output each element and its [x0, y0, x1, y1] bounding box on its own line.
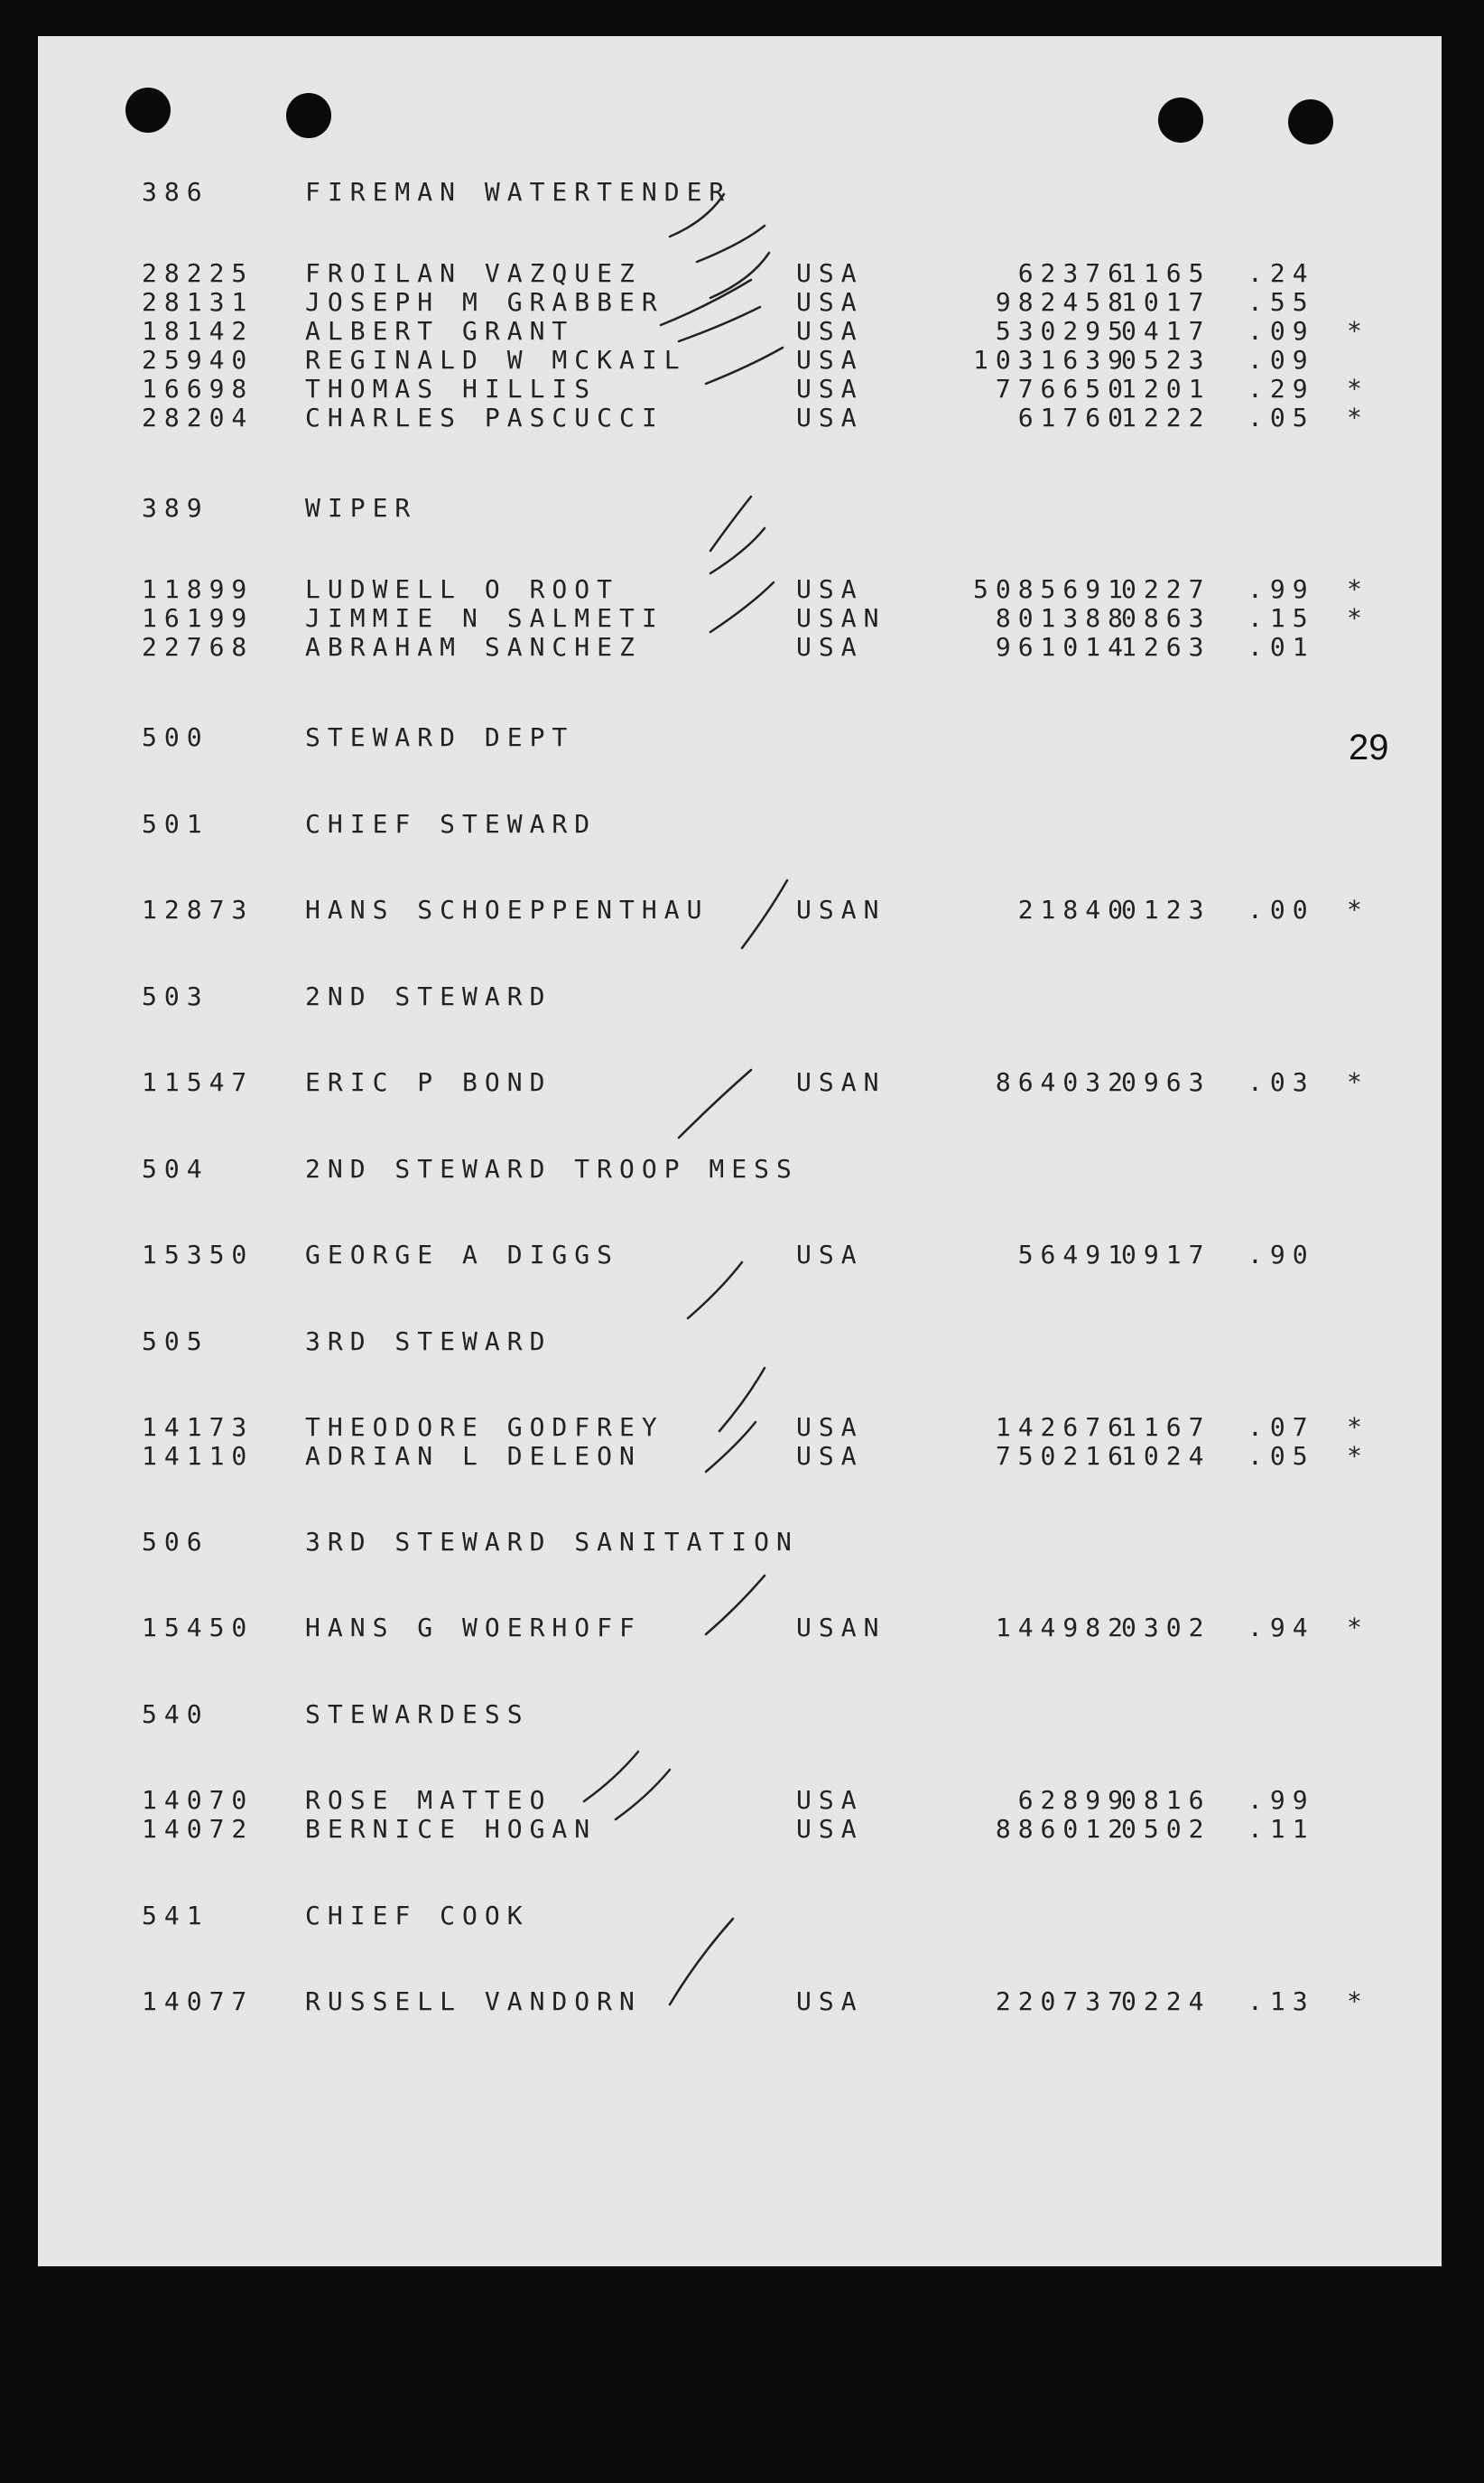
crew-name: JOSEPH M GRABBER	[305, 287, 664, 317]
crew-name: ERIC P BOND	[305, 1067, 552, 1097]
crew-name: ADRIAN L DELEON	[305, 1441, 642, 1471]
section-title: WIPER	[305, 493, 418, 523]
section-title: CHIEF COOK	[305, 1901, 530, 1930]
document-number: 220737	[995, 1986, 1130, 2016]
document-number: 864032	[995, 1067, 1130, 1097]
crew-id: 14173	[142, 1412, 255, 1442]
document-number: 801388	[995, 603, 1130, 633]
code-value: 1263	[1121, 632, 1211, 662]
code-value: 0123	[1121, 895, 1211, 925]
section-code: 500	[142, 722, 209, 752]
page-number: 29	[1349, 728, 1389, 767]
decimal-value: .09	[1247, 345, 1315, 375]
crew-id: 28131	[142, 287, 255, 317]
code-value: 0863	[1121, 603, 1211, 633]
section-code: 389	[142, 493, 209, 523]
citizenship: USA	[796, 574, 864, 604]
section-code: 506	[142, 1527, 209, 1557]
decimal-value: .05	[1247, 1441, 1315, 1471]
code-value: 0523	[1121, 345, 1211, 375]
crew-name: HANS G WOERHOFF	[305, 1613, 642, 1642]
crew-name: LUDWELL O ROOT	[305, 574, 620, 604]
asterisk-mark: *	[1347, 895, 1369, 925]
citizenship: USA	[796, 1441, 864, 1471]
crew-name: FROILAN VAZQUEZ	[305, 258, 642, 288]
decimal-value: .24	[1247, 258, 1315, 288]
citizenship: USA	[796, 1412, 864, 1442]
document-number: 750216	[995, 1441, 1130, 1471]
asterisk-mark: *	[1347, 574, 1369, 604]
section-title: 3RD STEWARD	[305, 1326, 552, 1356]
crew-name: THEODORE GODFREY	[305, 1412, 664, 1442]
citizenship: USAN	[796, 1613, 886, 1642]
asterisk-mark: *	[1347, 374, 1369, 404]
section-title: 3RD STEWARD SANITATION	[305, 1527, 799, 1557]
crew-id: 28225	[142, 258, 255, 288]
document-number: 142676	[995, 1412, 1130, 1442]
section-title: CHIEF STEWARD	[305, 809, 598, 839]
code-value: 1017	[1121, 287, 1211, 317]
decimal-value: .09	[1247, 316, 1315, 346]
citizenship: USA	[796, 1986, 864, 2016]
crew-name: ABRAHAM SANCHEZ	[305, 632, 642, 662]
document-number: 62899	[1017, 1785, 1130, 1815]
section-title: STEWARD DEPT	[305, 722, 575, 752]
crew-name: THOMAS HILLIS	[305, 374, 598, 404]
code-value: 0224	[1121, 1986, 1211, 2016]
crew-id: 25940	[142, 345, 255, 375]
citizenship: USA	[796, 632, 864, 662]
crew-id: 16698	[142, 374, 255, 404]
decimal-value: .99	[1247, 1785, 1315, 1815]
section-title: FIREMAN WATERTENDER	[305, 177, 732, 207]
asterisk-mark: *	[1347, 1613, 1369, 1642]
code-value: 0227	[1121, 574, 1211, 604]
crew-id: 28204	[142, 403, 255, 432]
citizenship: USAN	[796, 895, 886, 925]
section-title: 2ND STEWARD	[305, 981, 552, 1011]
document-number: 21840	[1017, 895, 1130, 925]
crew-id: 15450	[142, 1613, 255, 1642]
decimal-value: .11	[1247, 1814, 1315, 1844]
citizenship: USA	[796, 1785, 864, 1815]
citizenship: USAN	[796, 1067, 886, 1097]
section-code: 540	[142, 1699, 209, 1729]
code-value: 1024	[1121, 1441, 1211, 1471]
document-number: 530295	[995, 316, 1130, 346]
citizenship: USAN	[796, 603, 886, 633]
code-value: 0302	[1121, 1613, 1211, 1642]
crew-id: 14072	[142, 1814, 255, 1844]
section-code: 541	[142, 1901, 209, 1930]
document-number: 61760	[1017, 403, 1130, 432]
code-value: 1201	[1121, 374, 1211, 404]
code-value: 0502	[1121, 1814, 1211, 1844]
citizenship: USA	[796, 345, 864, 375]
section-code: 503	[142, 981, 209, 1011]
section-title: STEWARDESS	[305, 1699, 530, 1729]
section-code: 501	[142, 809, 209, 839]
crew-name: CHARLES PASCUCCI	[305, 403, 664, 432]
crew-name: GEORGE A DIGGS	[305, 1240, 620, 1269]
decimal-value: .05	[1247, 403, 1315, 432]
code-value: 0816	[1121, 1785, 1211, 1815]
section-code: 504	[142, 1154, 209, 1184]
decimal-value: .99	[1247, 574, 1315, 604]
document-number: 886012	[995, 1814, 1130, 1844]
asterisk-mark: *	[1347, 603, 1369, 633]
document-number: 56491	[1017, 1240, 1130, 1269]
section-code: 505	[142, 1326, 209, 1356]
code-value: 1222	[1121, 403, 1211, 432]
asterisk-mark: *	[1347, 1412, 1369, 1442]
document-number: 776650	[995, 374, 1130, 404]
crew-id: 11899	[142, 574, 255, 604]
decimal-value: .55	[1247, 287, 1315, 317]
decimal-value: .13	[1247, 1986, 1315, 2016]
code-value: 1167	[1121, 1412, 1211, 1442]
crew-name: ROSE MATTEO	[305, 1785, 552, 1815]
crew-name: REGINALD W MCKAIL	[305, 345, 687, 375]
document-page	[38, 36, 1442, 2266]
document-number: 1031639	[972, 345, 1130, 375]
decimal-value: .03	[1247, 1067, 1315, 1097]
citizenship: USA	[796, 403, 864, 432]
crew-name: ALBERT GRANT	[305, 316, 575, 346]
punch-hole	[1158, 98, 1203, 143]
decimal-value: .01	[1247, 632, 1315, 662]
crew-id: 18142	[142, 316, 255, 346]
asterisk-mark: *	[1347, 403, 1369, 432]
decimal-value: .00	[1247, 895, 1315, 925]
code-value: 0963	[1121, 1067, 1211, 1097]
document-number: 961014	[995, 632, 1130, 662]
asterisk-mark: *	[1347, 1067, 1369, 1097]
crew-name: BERNICE HOGAN	[305, 1814, 598, 1844]
document-number: 144982	[995, 1613, 1130, 1642]
citizenship: USA	[796, 374, 864, 404]
asterisk-mark: *	[1347, 316, 1369, 346]
crew-name: RUSSELL VANDORN	[305, 1986, 642, 2016]
code-value: 0417	[1121, 316, 1211, 346]
citizenship: USA	[796, 1240, 864, 1269]
crew-id: 12873	[142, 895, 255, 925]
section-title: 2ND STEWARD TROOP MESS	[305, 1154, 799, 1184]
crew-id: 14110	[142, 1441, 255, 1471]
decimal-value: .29	[1247, 374, 1315, 404]
section-code: 386	[142, 177, 209, 207]
crew-id: 22768	[142, 632, 255, 662]
citizenship: USA	[796, 287, 864, 317]
asterisk-mark: *	[1347, 1986, 1369, 2016]
citizenship: USA	[796, 1814, 864, 1844]
citizenship: USA	[796, 316, 864, 346]
decimal-value: .94	[1247, 1613, 1315, 1642]
crew-id: 15350	[142, 1240, 255, 1269]
asterisk-mark: *	[1347, 1441, 1369, 1471]
document-number: 982458	[995, 287, 1130, 317]
document-number: 62376	[1017, 258, 1130, 288]
crew-id: 11547	[142, 1067, 255, 1097]
decimal-value: .15	[1247, 603, 1315, 633]
code-value: 1165	[1121, 258, 1211, 288]
crew-id: 16199	[142, 603, 255, 633]
punch-hole	[286, 93, 331, 138]
document-number: 5085691	[972, 574, 1130, 604]
crew-id: 14070	[142, 1785, 255, 1815]
crew-id: 14077	[142, 1986, 255, 2016]
decimal-value: .07	[1247, 1412, 1315, 1442]
punch-hole	[125, 88, 171, 133]
decimal-value: .90	[1247, 1240, 1315, 1269]
citizenship: USA	[796, 258, 864, 288]
crew-name: HANS SCHOEPPENTHAU	[305, 895, 710, 925]
crew-name: JIMMIE N SALMETI	[305, 603, 664, 633]
punch-hole	[1288, 99, 1333, 144]
code-value: 0917	[1121, 1240, 1211, 1269]
